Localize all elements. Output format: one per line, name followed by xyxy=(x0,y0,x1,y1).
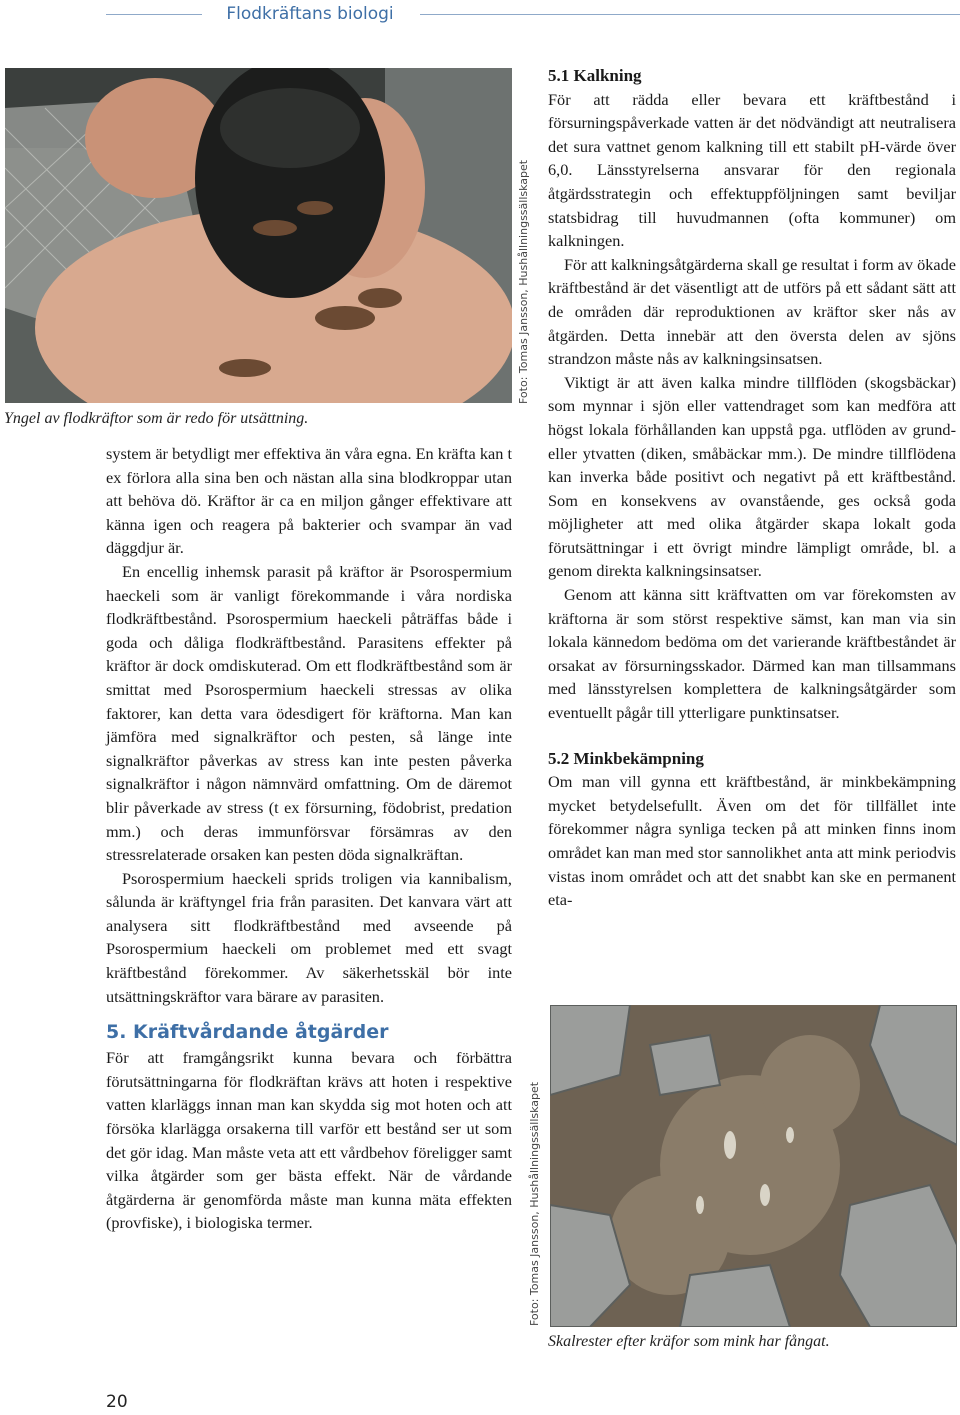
subsection-heading-kalkning: 5.1 Kalkning xyxy=(548,66,642,85)
subsection-heading-mink: 5.2 Minkbekämpning xyxy=(548,748,704,768)
left-column xyxy=(106,442,512,1235)
header-rule-left xyxy=(106,14,202,15)
body-paragraph: Psorospermium haeckeli sprids troligen via kannibalism, sålunda är kräftyngel fria från parasiten. Det kanvara värt att analysera sitt flodkräftbestånd med avseende på Psorospermium haeckeli om problemet med ett svagt kräftbestånd förekommer. Av säkerhetsskäl bör inte utsättningskräftor vara bärare av parasiten. xyxy=(106,868,512,1006)
right-column xyxy=(548,64,956,912)
figure-caption-1: Yngel av flodkräftor som är redo för utsättning. xyxy=(4,410,309,427)
body-paragraph: Genom att känna sitt kräftvatten om var förekomsten av kräftorna är som störst respektive sämst, kan man via sin lokala kännedom bedöma om det varierande kräftbeståndet är orsakat av försurningsskador. Därmed kan man tillsammans med länsstyrelsen komplettera de kalkningsåtgärder som eventuellt pågår till ytterligare punktinsatser. xyxy=(548,585,956,723)
figure-caption-2: Skalrester efter kräfor som mink har fångat. xyxy=(548,1333,830,1350)
body-paragraph: För att rädda eller bevara ett kräftbestånd i försurningspåverkade vatten är det nödvändigt att neutralisera det sura vattnet genom kalkning till ett stabilt pH-värde över 6,0. Länsstyrelserna ansvarar för den regionala åtgärdsstrategin och effektuppföljningen samt beviljar statsbidrag till huvudmannen (ofta kommuner) om kalkningen. xyxy=(548,89,956,251)
body-paragraph: Viktigt är att även kalka mindre tillflöden (skogsbäckar) som mynnar i sjön eller vattendraget som kan medföra att högst lokala förhållanden kan uppstå pga. utflöden av grund- eller ytvatten (diken, småbäckar mm.). De mindre tillflödena kan inverka både positivt och negativt på ett kräftbestånd. Som en konsekvens av ovanstående, ges också goda möjligheter att med olika åtgärder skapa lokalt goda förutsättningar i ett övrigt mindre lämpligt område, bl. a genom direkta kalkningsinsatser. xyxy=(548,372,956,581)
body-paragraph: En encellig inhemsk parasit på kräftor är Psorospermium haeckeli som är vanligt förekommande i våra nordiska flodkräftbestånd. Psorospermium haeckeli påträffas både i goda och dåliga flodkräftbestånd. Parasitens effekter på kräftor är dock omdiskuterad. Om ett flodkräftbestånd som är smittat med Psorospermium haeckeli stressas av olika faktorer, kan detta vara ödesdigert för kräftorna. Man kan jämföra med signalkräftor och pesten, så länge inte signalkräftor påverkas av stress kan inte pesten påverka signalkräftor i någon nämnvärd omfattning. Om de däremot blir påverkade av stress (t ex försurning, födobrist, predation mm.) och deras immunförsvar försämras av den stressrelaterade orsaken kan pesten döda signalkräftan. xyxy=(106,561,512,865)
body-paragraph: För att kalkningsåtgärderna skall ge resultat i form av ökade kräftbestånd är det väsentligt att de utförs på ett sådant sätt att de områden där reproduktionen av kräftor sker nås av åtgärden. Detta innebär att den översta delen av sjöns strandzon måste nås av kalkningsinsatsen. xyxy=(548,254,956,369)
body-paragraph: Om man vill gynna ett kräftbestånd, är minkbekämpning mycket betydelsefullt. Även om det för tillfället inte förekommer några synliga tecken på att minken finns inom området kan man med stor sannolikhet anta att mink periodvis vistas inom området och att det snabbt kan ske en permanent eta- xyxy=(548,772,956,910)
section-heading: 5. Kräftvårdande åtgärder xyxy=(106,1021,389,1044)
body-paragraph: För att framgångsrikt kunna bevara och förbättra förutsättningarna för flodkräftan krävs att hoten i respektive vatten klarläggs innan man kan skydda sig mot hoten och att försöka klarlägga orsakerna till varför ett bestånd ser ut som det gör idag. Man måste veta att ett vårdbehov föreligger samt vilka åtgärder som ger bästa effekt. När de vårdande åtgärderna är genomförda måste man kunna mäta effekten (provfiske), i biologiska termer. xyxy=(106,1048,512,1233)
page-number: 20 xyxy=(106,1392,128,1412)
photo-crayfish-young xyxy=(5,68,512,403)
photo-credit-1: Foto: Tomas Jansson, Hushållningssällskapet xyxy=(517,159,530,404)
header-rule-right xyxy=(420,14,960,15)
photo-shell-remains xyxy=(550,1005,957,1327)
body-paragraph: system är betydligt mer effektiva än våra egna. En kräfta kan t ex förlora alla sina ben och nästan alla sina blodkroppar utan att behöva dö. Kräftor är ca en miljon gånger effektivare att känna igen och reagera på bakterier och svampar än vad däggdjur är. xyxy=(106,444,512,558)
photo-credit-2: Foto: Tomas Jansson, Hushållningssällskapet xyxy=(528,1081,541,1326)
running-header-title: Flodkräftans biologi xyxy=(226,4,394,24)
